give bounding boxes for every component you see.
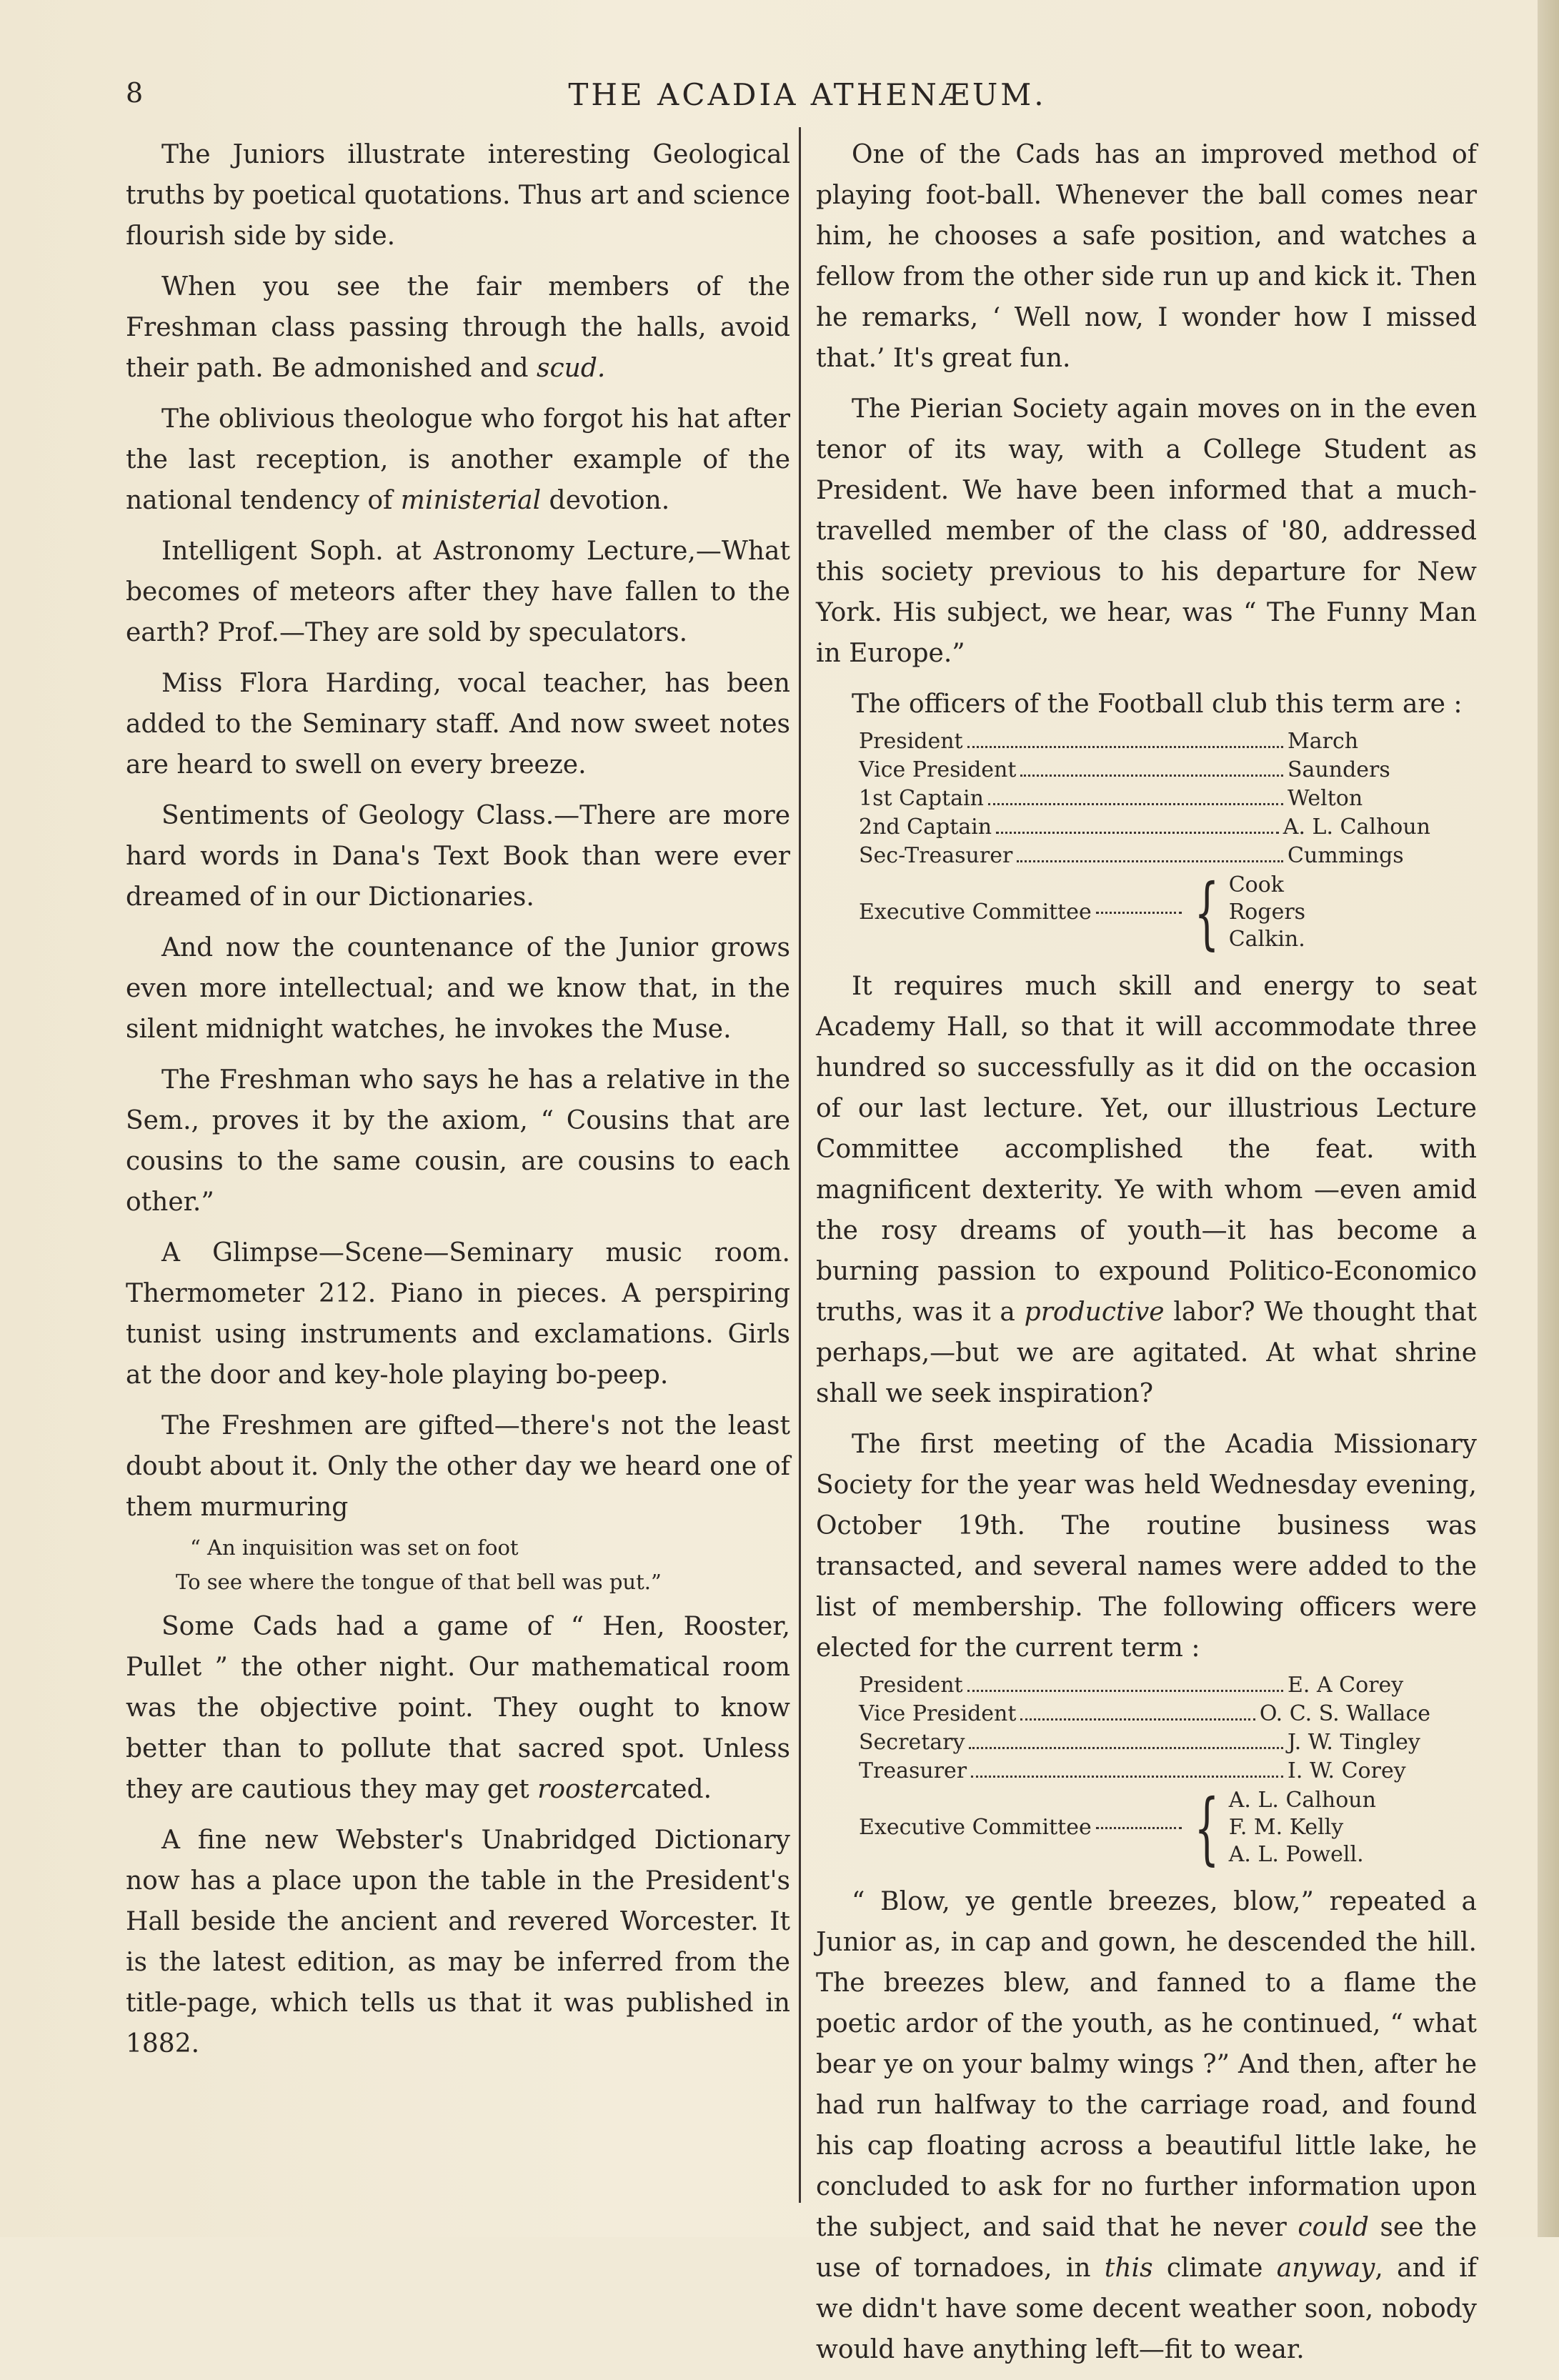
poem-quote [176, 1530, 790, 1599]
paragraph: The oblivious theologue who forgot his hat after the last reception, is another example of the national tendency of ministerial devotion. [126, 404, 791, 515]
paragraph: A fine new Webster's Unabridged Dictionary now has a place upon the table in the President's Hall beside the ancient and revered Worcester. It is the latest edition, as may be inferred from the title-page, which tells us that it was published in 1882. [126, 1826, 790, 2058]
page-header [121, 71, 1493, 114]
officer-row: Sec-Treasurer Cummings [859, 843, 1404, 868]
page-number: 8 [126, 77, 144, 109]
right-column [816, 134, 1477, 2380]
committee-members: Cook Rogers Calkin. [1228, 872, 1306, 952]
officer-row: 2nd Captain A. L. Calhoun [859, 815, 1430, 840]
football-officers-list [859, 727, 1430, 958]
brace-glyph: { [1194, 1782, 1220, 1873]
quote-line: To see where the tongue of that bell was put.” [176, 1570, 662, 1594]
paragraph: The first meeting of the Acadia Missionary Society for the year was held Wednesday evening, October 19th. The routine business was transacted, and several names were added to the list of membership. The following officers were elected for the current term : [816, 1430, 1477, 1663]
executive-committee: Executive Committee { A. L. Calhoun F. M. Kelly A. L. Powell. [859, 1782, 1376, 1873]
paragraph: And now the countenance of the Junior grows even more intellectual; and we know that, in the silent midnight watches, he invokes the Muse. [126, 933, 790, 1044]
committee-members: A. L. Calhoun F. M. Kelly A. L. Powell. [1228, 1788, 1376, 1867]
paragraph: The Freshmen are gifted—there's not the least doubt about it. Only the other day we heard one of them murmuring [126, 1411, 790, 1522]
paragraph: The Freshman who says he has a relative in the Sem., proves it by the axiom, “ Cousins that are cousins to the same cousin, are cousins to each other.” [126, 1065, 790, 1217]
left-column [126, 134, 790, 2074]
quote-line: “ An inquisition was set on foot [190, 1535, 519, 1560]
officer-row: Secretary J. W. Tingley [859, 1730, 1420, 1755]
column-divider [799, 127, 801, 2203]
paragraph: Sentiments of Geology Class.—There are more hard words in Dana's Text Book than were ever dreamed of in our Dictionaries. [126, 801, 790, 912]
paragraph: When you see the fair members of the Freshman class passing through the halls, avoid their path. Be admonished and scud. [126, 272, 790, 383]
paragraph: It requires much skill and energy to seat Academy Hall, so that it will accommodate three hundred so successfully as it did on the occasion of our last lecture. Yet, our illustrious Lecture Committee accomplished the feat. with magnificent dexterity. Ye with whom —even amid the rosy dreams of youth—it has become a burning passion to expound Politico-Economico truths, was it a productive labor? We thought that perhaps,—but we are agitated. At what shrine shall we seek inspiration? [816, 972, 1477, 1408]
officer-row: President March [859, 729, 1359, 754]
officer-row: Treasurer I. W. Corey [859, 1758, 1406, 1783]
brace-glyph: { [1194, 867, 1220, 958]
executive-committee: Executive Committee { Cook Rogers Calkin. [859, 867, 1306, 958]
officer-row: President E. A Corey [859, 1673, 1404, 1698]
paragraph: The officers of the Football club this term are : [852, 689, 1463, 719]
officer-row: 1st Captain Welton [859, 786, 1363, 811]
running-title: THE ACADIA ATHENÆUM. [568, 77, 1047, 112]
paragraph: A Glimpse—Scene—Seminary music room. Thermometer 212. Piano in pieces. A perspiring tunist using instruments and exclamations. Girls at the door and key-hole playing bo-peep. [126, 1238, 790, 1390]
paragraph: Some Cads had a game of “ Hen, Rooster, Pullet ” the other night. Our mathematical room was the objective point. They ought to know better than to pollute that sacred spot. Unless they are cautious they may get roostercated. [126, 1612, 790, 1804]
officer-row: Vice President Saunders [859, 757, 1390, 782]
page-edge [1538, 0, 1559, 2237]
paragraph: One of the Cads has an improved method of playing foot-ball. Whenever the ball comes near him, he chooses a safe position, and watches a fellow from the other side run up and kick it. Then he remarks, ‘ Well now, I wonder how I missed that.’ It's great fun. [816, 140, 1477, 373]
paragraph: Miss Flora Harding, vocal teacher, has been added to the Seminary staff. And now sweet notes are heard to swell on every breeze. [126, 669, 790, 780]
paragraph: The Juniors illustrate interesting Geological truths by poetical quotations. Thus art and science flourish side by side. [126, 140, 791, 251]
paragraph: “ Blow, ye gentle breezes, blow,” repeated a Junior as, in cap and gown, he descended the hill. The breezes blew, and fanned to a flame the poetic ardor of the youth, as he continued, “ what bear ye on your balmy wings ?” And then, after he had run halfway to the carriage road, and found his cap floating across a beautiful little lake, he concluded to ask for no further information upon the subject, and said that he never could see the use of tornadoes, in this climate anyway, and if we didn't have some decent weather soon, nobody would have anything left—fit to wear. [816, 1887, 1478, 2364]
paragraph: Intelligent Soph. at Astronomy Lecture,—What becomes of meteors after they have fallen to the earth? Prof.—They are sold by speculators. [126, 537, 790, 647]
paragraph: The Pierian Society again moves on in the even tenor of its way, with a College Student as President. We have been informed that a much-travelled member of the class of '80, addressed this society previous to his departure for New York. His subject, we hear, was “ The Funny Man in Europe.” [816, 394, 1477, 668]
missionary-officers-list [859, 1671, 1430, 1873]
officer-row: Vice President O. C. S. Wallace [859, 1701, 1430, 1726]
